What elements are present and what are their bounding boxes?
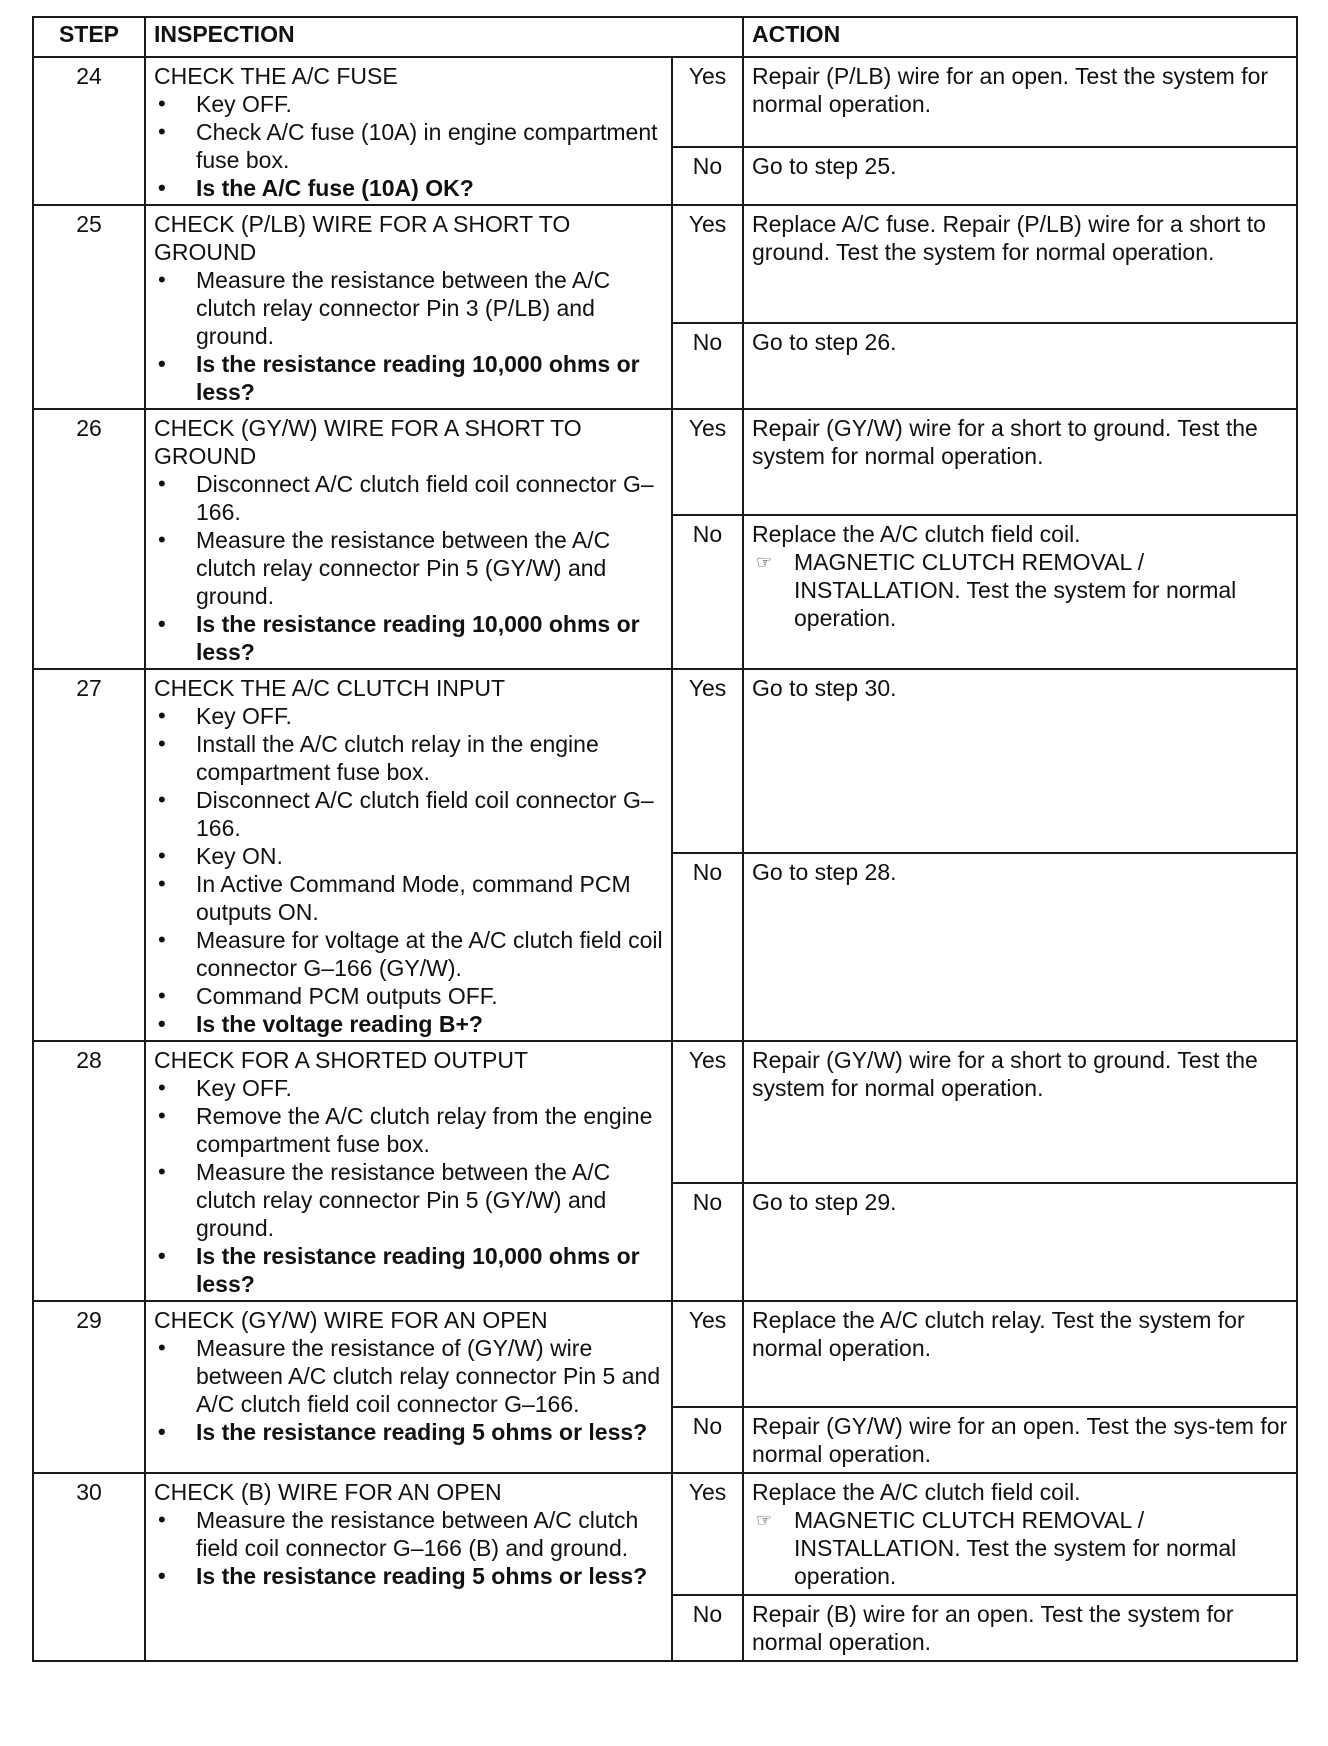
inspection-bullets bbox=[154, 702, 663, 1038]
no-action-text: Go to step 29. bbox=[752, 1189, 897, 1215]
no-label: No bbox=[672, 1407, 743, 1473]
step-row-yes bbox=[33, 1473, 1297, 1595]
yes-action bbox=[743, 1301, 1297, 1407]
inspection-bullet: • Check A/C fuse (10A) in engine compartment fuse box. bbox=[154, 118, 663, 174]
yes-label: Yes bbox=[672, 57, 743, 147]
no-action bbox=[743, 1407, 1297, 1473]
step-row-yes bbox=[33, 1041, 1297, 1183]
inspection-question: • Is the resistance reading 10,000 ohms or less? bbox=[154, 610, 663, 666]
step-number: 27 bbox=[33, 669, 145, 1041]
inspection-title: CHECK (B) WIRE FOR AN OPEN bbox=[154, 1479, 502, 1505]
reference-note bbox=[752, 1506, 1288, 1590]
inspection-bullets bbox=[154, 90, 663, 202]
step-row-yes bbox=[33, 409, 1297, 515]
pointing-hand-icon: ☞ bbox=[756, 552, 773, 572]
reference-note bbox=[752, 548, 1288, 632]
yes-action-text: Replace the A/C clutch field coil. bbox=[752, 1479, 1081, 1505]
inspection-bullet: • Measure the resistance between the A/C clutch relay connector Pin 3 (P/LB) and ground. bbox=[154, 266, 663, 350]
yes-action-text: Replace A/C fuse. Repair (P/LB) wire for a short to ground. Test the system for normal operation. bbox=[752, 211, 1266, 265]
inspection-bullet: • Measure the resistance of (GY/W) wire between A/C clutch relay connector Pin 5 and A/C clutch field coil connector G–166. bbox=[154, 1334, 663, 1418]
inspection-bullet: • Measure the resistance between the A/C clutch relay connector Pin 5 (GY/W) and ground. bbox=[154, 1158, 663, 1242]
yes-label: Yes bbox=[672, 669, 743, 853]
yes-action-text: Go to step 30. bbox=[752, 675, 897, 701]
yes-action bbox=[743, 1041, 1297, 1183]
reference-text: MAGNETIC CLUTCH REMOVAL / INSTALLATION. Test the system for normal operation. bbox=[794, 549, 1237, 631]
inspection-header: INSPECTION bbox=[145, 17, 743, 57]
yes-label: Yes bbox=[672, 1473, 743, 1595]
inspection-question: • Is the resistance reading 5 ohms or less? bbox=[154, 1562, 663, 1590]
inspection-bullet: • Disconnect A/C clutch field coil connector G–166. bbox=[154, 470, 663, 526]
step-header: STEP bbox=[33, 17, 145, 57]
no-action bbox=[743, 323, 1297, 409]
no-action bbox=[743, 1595, 1297, 1661]
step-number: 28 bbox=[33, 1041, 145, 1301]
step-number: 26 bbox=[33, 409, 145, 669]
inspection-question: • Is the voltage reading B+? bbox=[154, 1010, 663, 1038]
no-action-text: Repair (GY/W) wire for an open. Test the sys-tem for normal operation. bbox=[752, 1413, 1288, 1467]
no-action-text: Replace the A/C clutch field coil. bbox=[752, 521, 1081, 547]
inspection-bullets bbox=[154, 1074, 663, 1298]
inspection-title: CHECK (P/LB) WIRE FOR A SHORT TO GROUND bbox=[154, 211, 571, 265]
no-label: No bbox=[672, 323, 743, 409]
inspection-question: • Is the resistance reading 10,000 ohms or less? bbox=[154, 350, 663, 406]
no-label: No bbox=[672, 1595, 743, 1661]
inspection-cell bbox=[145, 57, 672, 205]
yes-action-text: Repair (GY/W) wire for a short to ground. Test the system for normal operation. bbox=[752, 415, 1258, 469]
step-row-yes bbox=[33, 1301, 1297, 1407]
inspection-title: CHECK FOR A SHORTED OUTPUT bbox=[154, 1047, 529, 1073]
step-number: 30 bbox=[33, 1473, 145, 1661]
inspection-question: • Is the A/C fuse (10A) OK? bbox=[154, 174, 663, 202]
yes-action bbox=[743, 205, 1297, 323]
no-label: No bbox=[672, 853, 743, 1041]
inspection-cell bbox=[145, 1473, 672, 1661]
inspection-cell bbox=[145, 669, 672, 1041]
inspection-bullet: • Key OFF. bbox=[154, 1074, 663, 1102]
inspection-bullets bbox=[154, 470, 663, 666]
inspection-bullet: • Disconnect A/C clutch field coil connector G–166. bbox=[154, 786, 663, 842]
yes-label: Yes bbox=[672, 205, 743, 323]
inspection-cell bbox=[145, 1301, 672, 1473]
inspection-bullet: • Key ON. bbox=[154, 842, 663, 870]
header-row bbox=[33, 17, 1297, 57]
inspection-cell bbox=[145, 409, 672, 669]
step-row-yes bbox=[33, 205, 1297, 323]
yes-label: Yes bbox=[672, 409, 743, 515]
yes-label: Yes bbox=[672, 1301, 743, 1407]
inspection-bullet: • Command PCM outputs OFF. bbox=[154, 982, 663, 1010]
yes-label: Yes bbox=[672, 1041, 743, 1183]
inspection-bullet: • Key OFF. bbox=[154, 90, 663, 118]
inspection-cell bbox=[145, 205, 672, 409]
action-header: ACTION bbox=[743, 17, 1297, 57]
no-action-text: Go to step 25. bbox=[752, 153, 897, 179]
no-action bbox=[743, 515, 1297, 669]
inspection-bullet: • Measure for voltage at the A/C clutch field coil connector G–166 (GY/W). bbox=[154, 926, 663, 982]
inspection-bullet: • Measure the resistance between the A/C clutch relay connector Pin 5 (GY/W) and ground. bbox=[154, 526, 663, 610]
inspection-bullets bbox=[154, 1334, 663, 1446]
inspection-bullet: • Install the A/C clutch relay in the engine compartment fuse box. bbox=[154, 730, 663, 786]
no-action bbox=[743, 853, 1297, 1041]
inspection-question: • Is the resistance reading 5 ohms or less? bbox=[154, 1418, 663, 1446]
yes-action-text: Repair (GY/W) wire for a short to ground. Test the system for normal operation. bbox=[752, 1047, 1258, 1101]
reference-text: MAGNETIC CLUTCH REMOVAL / INSTALLATION. Test the system for normal operation. bbox=[794, 1507, 1237, 1589]
inspection-question: • Is the resistance reading 10,000 ohms or less? bbox=[154, 1242, 663, 1298]
no-action bbox=[743, 1183, 1297, 1301]
no-action-text: Go to step 28. bbox=[752, 859, 897, 885]
yes-action bbox=[743, 57, 1297, 147]
step-number: 25 bbox=[33, 205, 145, 409]
no-action bbox=[743, 147, 1297, 205]
inspection-bullets bbox=[154, 266, 663, 406]
diagnostic-table bbox=[32, 16, 1298, 1662]
yes-action bbox=[743, 409, 1297, 515]
step-row-yes bbox=[33, 669, 1297, 853]
no-label: No bbox=[672, 515, 743, 669]
no-action-text: Repair (B) wire for an open. Test the system for normal operation. bbox=[752, 1601, 1234, 1655]
no-label: No bbox=[672, 1183, 743, 1301]
step-row-yes bbox=[33, 57, 1297, 147]
step-number: 29 bbox=[33, 1301, 145, 1473]
no-label: No bbox=[672, 147, 743, 205]
diagnostic-table-container bbox=[32, 16, 1296, 1662]
inspection-bullet: • Remove the A/C clutch relay from the engine compartment fuse box. bbox=[154, 1102, 663, 1158]
inspection-bullet: • In Active Command Mode, command PCM outputs ON. bbox=[154, 870, 663, 926]
inspection-title: CHECK THE A/C FUSE bbox=[154, 63, 398, 89]
yes-action bbox=[743, 669, 1297, 853]
pointing-hand-icon: ☞ bbox=[756, 1510, 773, 1530]
yes-action bbox=[743, 1473, 1297, 1595]
inspection-title: CHECK THE A/C CLUTCH INPUT bbox=[154, 675, 506, 701]
yes-action-text: Repair (P/LB) wire for an open. Test the system for normal operation. bbox=[752, 63, 1269, 117]
inspection-bullets bbox=[154, 1506, 663, 1590]
inspection-title: CHECK (GY/W) WIRE FOR A SHORT TO GROUND bbox=[154, 415, 582, 469]
no-action-text: Go to step 26. bbox=[752, 329, 897, 355]
yes-action-text: Replace the A/C clutch relay. Test the system for normal operation. bbox=[752, 1307, 1245, 1361]
inspection-cell bbox=[145, 1041, 672, 1301]
inspection-bullet: • Measure the resistance between A/C clutch field coil connector G–166 (B) and ground. bbox=[154, 1506, 663, 1562]
inspection-title: CHECK (GY/W) WIRE FOR AN OPEN bbox=[154, 1307, 548, 1333]
inspection-bullet: • Key OFF. bbox=[154, 702, 663, 730]
step-number: 24 bbox=[33, 57, 145, 205]
